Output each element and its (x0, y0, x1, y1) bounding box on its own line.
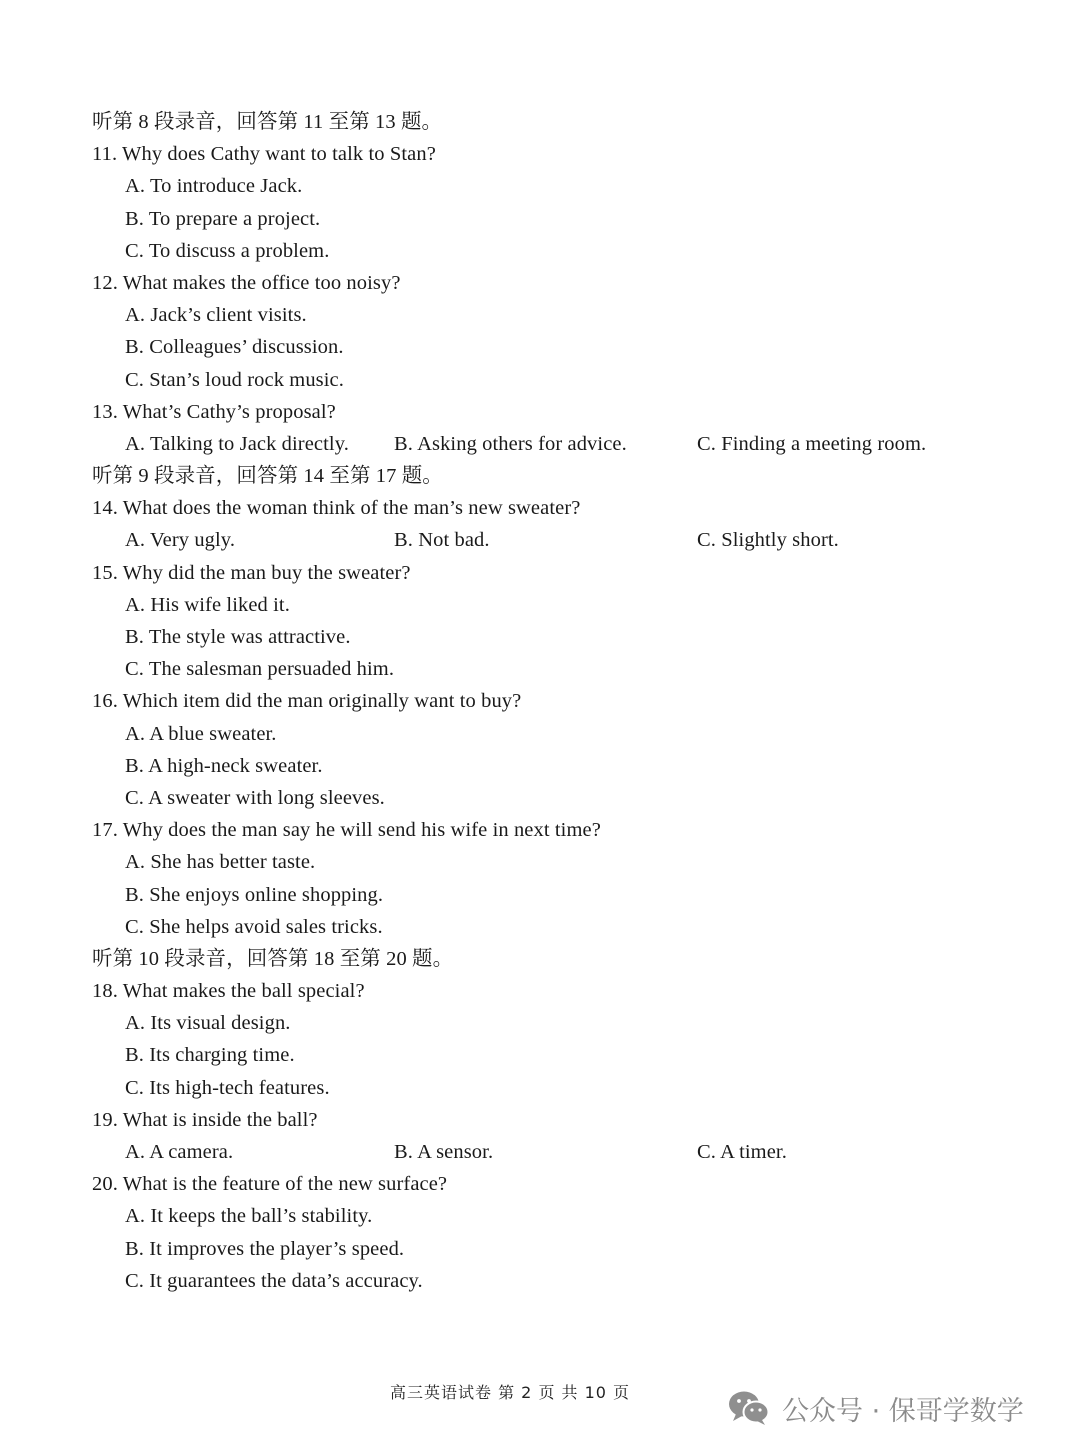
answer-option: B. It improves the player’s speed. (125, 1237, 405, 1260)
answer-option: C. Stan’s loud rock music. (125, 368, 344, 391)
exam-content (92, 106, 992, 1297)
page-footer: 高三英语试卷 第 2 页 共 10 页 (390, 1383, 631, 1402)
answer-option-row (92, 524, 992, 556)
answer-option: B. To prepare a project. (125, 207, 321, 230)
question-stem: 15. Why did the man buy the sweater? (92, 561, 411, 584)
answer-option: C. She helps avoid sales tricks. (125, 915, 383, 938)
answer-option: A. Very ugly. (125, 529, 236, 552)
section-header: 听第 8 段录音，回答第 11 至第 13 题。 (92, 111, 443, 133)
answer-option: A. She has better taste. (125, 851, 316, 874)
answer-option: B. Its charging time. (125, 1044, 295, 1067)
answer-option: B. Not bad. (394, 529, 490, 552)
wechat-icon (728, 1389, 770, 1427)
question-stem: 14. What does the woman think of the man’s new sweater? (92, 497, 581, 520)
answer-option: B. She enjoys online shopping. (125, 883, 384, 906)
answer-option: C. The salesman persuaded him. (125, 658, 395, 681)
answer-option-row (92, 428, 992, 460)
question-stem: 17. Why does the man say he will send his wife in next time? (92, 819, 601, 842)
answer-option: B. The style was attractive. (125, 626, 351, 648)
answer-option: A. A camera. (125, 1141, 234, 1163)
answer-option: C. Finding a meeting room. (697, 432, 927, 455)
answer-option: C. To discuss a problem. (125, 239, 330, 262)
watermark-text: 公众号 · 保哥学数学 (782, 1395, 1024, 1427)
answer-option: A. Talking to Jack directly. (125, 432, 349, 455)
section-header: 听第 10 段录音，回答第 18 至第 20 题。 (92, 947, 454, 970)
answer-option: A. Jack’s client visits. (125, 304, 307, 327)
question-stem: 16. Which item did the man originally want to buy? (92, 690, 522, 713)
question-stem: 20. What is the feature of the new surface? (92, 1173, 448, 1196)
answer-option: A. His wife liked it. (125, 593, 290, 616)
answer-option: C. It guarantees the data’s accuracy. (125, 1269, 423, 1292)
answer-option: A. Its visual design. (125, 1012, 291, 1035)
answer-option-row (92, 1136, 992, 1168)
question-stem: 12. What makes the office too noisy? (92, 271, 401, 294)
answer-option: B. A high-neck sweater. (125, 754, 323, 777)
watermark (728, 1386, 1024, 1430)
answer-option: A. A blue sweater. (125, 722, 277, 745)
answer-option: C. A timer. (697, 1141, 787, 1163)
section-header: 听第 9 段录音，回答第 14 至第 17 题。 (92, 465, 443, 488)
answer-option: A. To introduce Jack. (125, 175, 303, 198)
question-stem: 18. What makes the ball special? (92, 980, 365, 1003)
answer-option: A. It keeps the ball’s stability. (125, 1205, 373, 1228)
question-stem: 11. Why does Cathy want to talk to Stan? (92, 143, 436, 166)
answer-option: C. Its high-tech features. (125, 1076, 330, 1099)
answer-option: C. A sweater with long sleeves. (125, 786, 385, 809)
question-stem: 13. What’s Cathy’s proposal? (92, 400, 336, 423)
question-stem: 19. What is inside the ball? (92, 1108, 318, 1131)
answer-option: B. A sensor. (394, 1141, 494, 1163)
answer-option: B. Colleagues’ discussion. (125, 336, 344, 359)
answer-option: B. Asking others for advice. (394, 432, 627, 455)
answer-option: C. Slightly short. (697, 529, 839, 552)
